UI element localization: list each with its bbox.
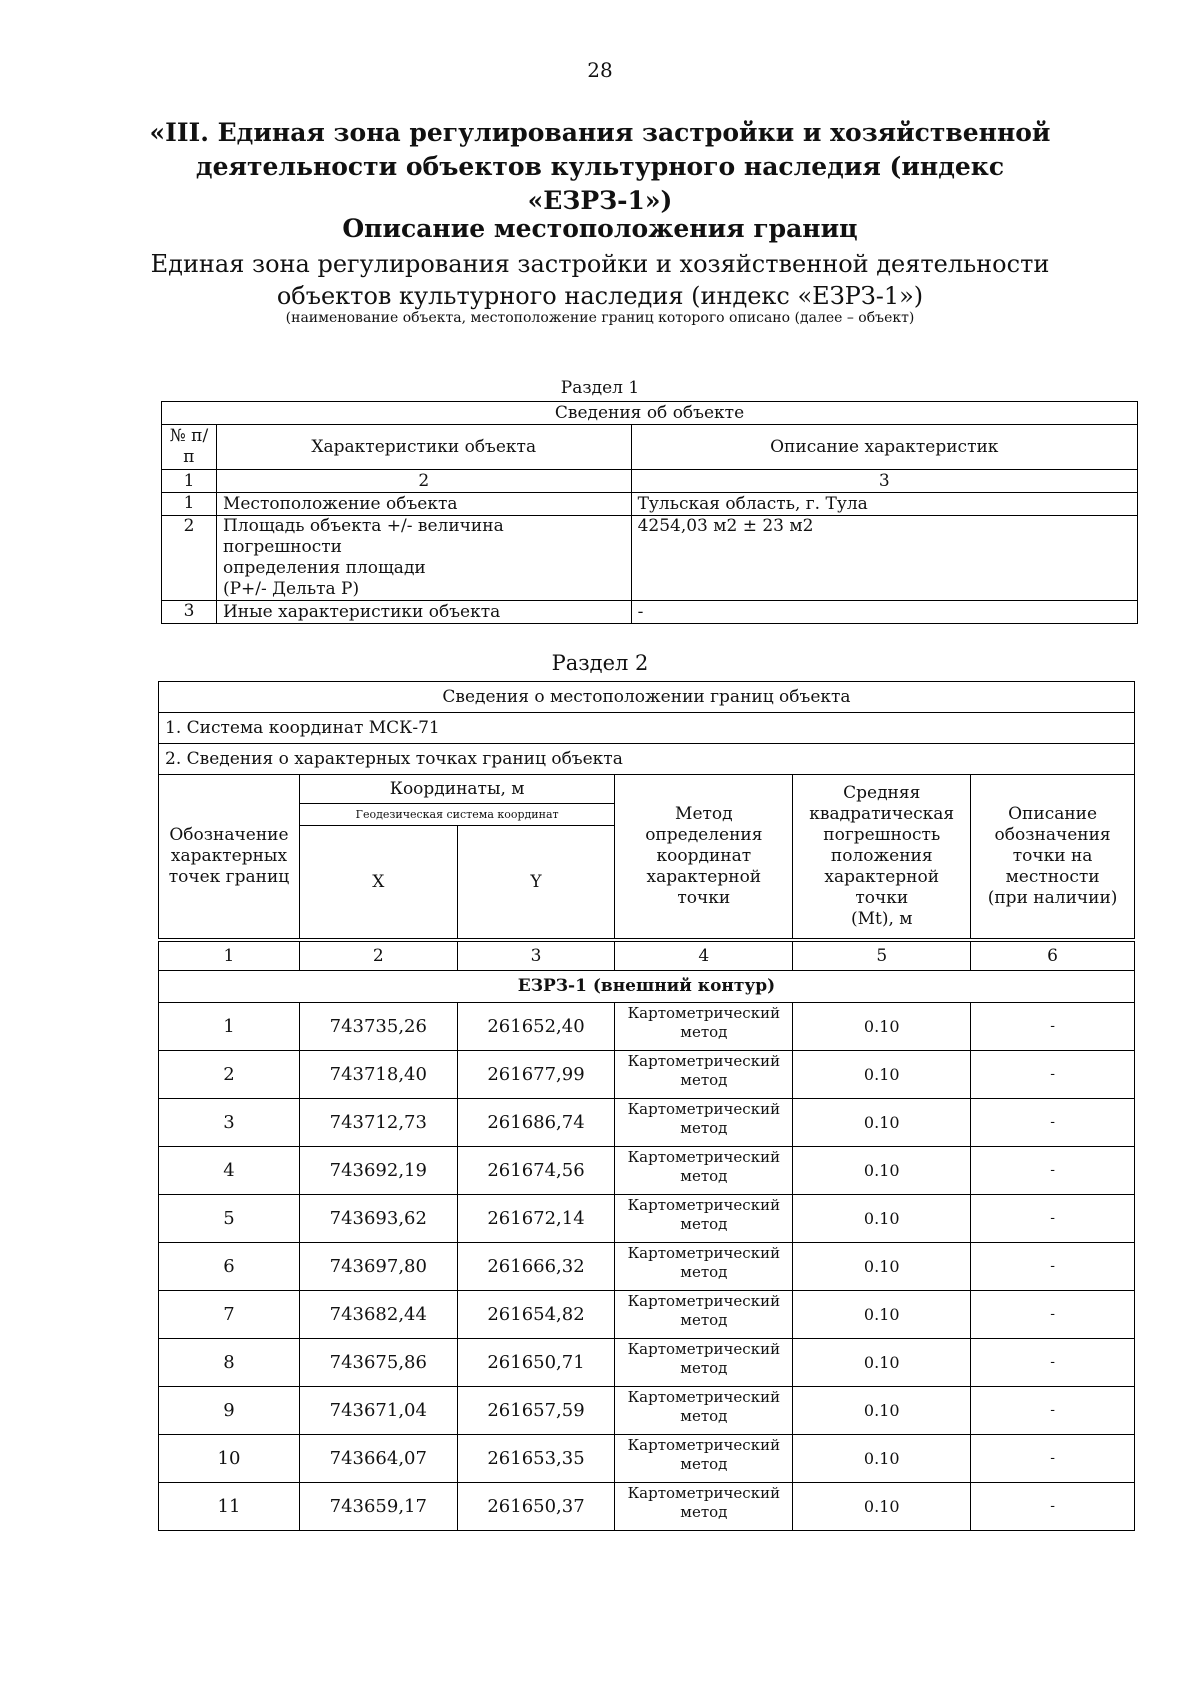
points-info-title: 2. Сведения о характерных точках границ объекта: [159, 744, 1135, 775]
index-cell: 2: [216, 470, 631, 493]
table-row: [159, 1003, 1135, 1051]
point-id: 6: [159, 1243, 300, 1291]
point-error: 0.10: [793, 1483, 971, 1531]
index-cell: 2: [299, 942, 457, 971]
header-error: [793, 775, 971, 939]
table-row: [162, 516, 1138, 601]
header-line: Описание: [1008, 804, 1098, 824]
row-value: -: [631, 601, 1137, 624]
point-y: 261686,74: [457, 1099, 615, 1147]
point-error: 0.10: [793, 1147, 971, 1195]
method-line: метод: [680, 1023, 728, 1041]
point-x: 743682,44: [299, 1291, 457, 1339]
header-x: X: [299, 826, 457, 939]
index-cell: 4: [615, 942, 793, 971]
table-row: [159, 1099, 1135, 1147]
point-x: 743697,80: [299, 1243, 457, 1291]
header-geodetic-system: Геодезическая система координат: [299, 804, 614, 826]
table-row: [162, 601, 1138, 624]
method-line: Картометрический: [627, 1388, 781, 1406]
table-row: [159, 1339, 1135, 1387]
header-description: Описание характеристик: [631, 425, 1137, 470]
point-error: 0.10: [793, 1243, 971, 1291]
point-description: -: [971, 1339, 1135, 1387]
header-coordinates: Координаты, м: [299, 775, 614, 804]
method-line: метод: [680, 1119, 728, 1137]
point-description: -: [971, 1435, 1135, 1483]
method-line: Картометрический: [627, 1100, 781, 1118]
method-line: Картометрический: [627, 1148, 781, 1166]
header-line: положения: [830, 846, 933, 866]
point-method: [615, 1339, 793, 1387]
point-description: -: [971, 1051, 1135, 1099]
description-subtitle: [150, 248, 1050, 312]
header-line: Средняя: [843, 783, 921, 803]
header-line: точки на: [1012, 846, 1093, 866]
point-y: 261672,14: [457, 1195, 615, 1243]
point-description: -: [971, 1003, 1135, 1051]
row-name: Иные характеристики объекта: [216, 601, 631, 624]
point-method: [615, 1051, 793, 1099]
header-characteristics: Характеристики объекта: [216, 425, 631, 470]
table-row: [159, 1387, 1135, 1435]
header-line: обозначения: [994, 825, 1111, 845]
method-line: Картометрический: [627, 1004, 781, 1022]
method-line: метод: [680, 1407, 728, 1425]
point-x: 743671,04: [299, 1387, 457, 1435]
point-method: [615, 1435, 793, 1483]
coordinate-system: 1. Система координат МСК-71: [159, 713, 1135, 744]
table-row: [159, 1291, 1135, 1339]
point-x: 743712,73: [299, 1099, 457, 1147]
header-point-description: [971, 775, 1135, 939]
header-line: точки: [677, 888, 731, 908]
header-line: погрешность: [823, 825, 941, 845]
method-line: Картометрический: [627, 1484, 781, 1502]
point-method: [615, 1147, 793, 1195]
method-line: метод: [680, 1263, 728, 1281]
header-line: (при наличии): [987, 888, 1118, 908]
method-line: метод: [680, 1167, 728, 1185]
point-y: 261650,37: [457, 1483, 615, 1531]
point-error: 0.10: [793, 1435, 971, 1483]
method-line: метод: [680, 1359, 728, 1377]
point-description: -: [971, 1243, 1135, 1291]
header-line: Метод: [675, 804, 733, 824]
point-id: 4: [159, 1147, 300, 1195]
row-number: 3: [162, 601, 217, 624]
header-number: № п/п: [162, 425, 217, 470]
point-y: 261653,35: [457, 1435, 615, 1483]
method-line: Картометрический: [627, 1292, 781, 1310]
point-id: 7: [159, 1291, 300, 1339]
point-method: [615, 1483, 793, 1531]
point-method: [615, 1195, 793, 1243]
header-line: (Mt), м: [850, 909, 913, 929]
description-subtitle-line-1: Единая зона регулирования застройки и хозяйственной деятельности: [150, 250, 1050, 278]
point-x: 743718,40: [299, 1051, 457, 1099]
row-value: 4254,03 м2 ± 23 м2: [631, 516, 1137, 601]
header-line: Обозначение: [169, 825, 289, 845]
point-id: 1: [159, 1003, 300, 1051]
object-info-table: [161, 401, 1138, 624]
point-method: [615, 1243, 793, 1291]
table-row: [159, 1435, 1135, 1483]
method-line: метод: [680, 1215, 728, 1233]
point-error: 0.10: [793, 1099, 971, 1147]
point-id: 8: [159, 1339, 300, 1387]
row-name-line: определения площади: [222, 558, 426, 578]
row-name: Местоположение объекта: [216, 493, 631, 516]
index-cell: 1: [162, 470, 217, 493]
point-error: 0.10: [793, 1339, 971, 1387]
table-row: [159, 1195, 1135, 1243]
table-row: [159, 1051, 1135, 1099]
boundary-points-table: [158, 681, 1135, 1531]
index-cell: 6: [971, 942, 1135, 971]
point-method: [615, 1387, 793, 1435]
point-x: 743659,17: [299, 1483, 457, 1531]
point-id: 5: [159, 1195, 300, 1243]
header-line: определения: [645, 825, 763, 845]
point-x: 743692,19: [299, 1147, 457, 1195]
point-y: 261650,71: [457, 1339, 615, 1387]
point-id: 11: [159, 1483, 300, 1531]
header-line: координат: [656, 846, 752, 866]
row-name: [216, 516, 631, 601]
point-y: 261654,82: [457, 1291, 615, 1339]
index-cell: 3: [631, 470, 1137, 493]
point-x: 743664,07: [299, 1435, 457, 1483]
main-title-line-1: «III. Единая зона регулирования застройки и хозяйственной: [149, 118, 1051, 147]
index-cell: 5: [793, 942, 971, 971]
point-method: [615, 1099, 793, 1147]
row-name-line: (P+/- Дельта P): [222, 579, 360, 599]
point-y: 261652,40: [457, 1003, 615, 1051]
method-line: Картометрический: [627, 1244, 781, 1262]
row-name-line: Площадь объекта +/- величина погрешности: [222, 516, 504, 557]
method-line: Картометрический: [627, 1196, 781, 1214]
method-line: метод: [680, 1503, 728, 1521]
page-number: 28: [587, 58, 613, 82]
method-line: метод: [680, 1311, 728, 1329]
header-y: Y: [457, 826, 615, 939]
boundary-table-title: Сведения о местоположении границ объекта: [159, 682, 1135, 713]
table-row: [159, 1147, 1135, 1195]
row-value: Тульская область, г. Тула: [631, 493, 1137, 516]
point-error: 0.10: [793, 1003, 971, 1051]
point-description: -: [971, 1291, 1135, 1339]
point-description: -: [971, 1147, 1135, 1195]
description-note: (наименование объекта, местоположение границ которого описано (далее – объект): [285, 310, 915, 326]
table-row: [159, 1243, 1135, 1291]
contour-title: ЕЗРЗ-1 (внешний контур): [159, 971, 1135, 1003]
header-line: квадратическая: [809, 804, 955, 824]
point-error: 0.10: [793, 1387, 971, 1435]
section1-label: Раздел 1: [560, 378, 640, 398]
header-line: местности: [1005, 867, 1100, 887]
point-id: 3: [159, 1099, 300, 1147]
description-subtitle-line-2: объектов культурного наследия (индекс «ЕЗРЗ-1»): [276, 282, 924, 310]
header-method: [615, 775, 793, 939]
points-body: [159, 1003, 1135, 1531]
method-line: Картометрический: [627, 1340, 781, 1358]
point-y: 261657,59: [457, 1387, 615, 1435]
point-id: 10: [159, 1435, 300, 1483]
point-id: 9: [159, 1387, 300, 1435]
point-x: 743735,26: [299, 1003, 457, 1051]
point-x: 743675,86: [299, 1339, 457, 1387]
object-info-title: Сведения об объекте: [162, 402, 1138, 425]
point-x: 743693,62: [299, 1195, 457, 1243]
header-designation: [159, 775, 300, 939]
header-line: характерной: [646, 867, 762, 887]
point-y: 261666,32: [457, 1243, 615, 1291]
point-error: 0.10: [793, 1051, 971, 1099]
main-title-line-2: деятельности объектов культурного наследия (индекс «ЕЗРЗ-1»): [195, 152, 1005, 215]
index-cell: 3: [457, 942, 615, 971]
main-title: [120, 116, 1080, 218]
table-row: [162, 493, 1138, 516]
point-y: 261677,99: [457, 1051, 615, 1099]
method-line: Картометрический: [627, 1436, 781, 1454]
point-method: [615, 1291, 793, 1339]
method-line: Картометрический: [627, 1052, 781, 1070]
point-y: 261674,56: [457, 1147, 615, 1195]
point-error: 0.10: [793, 1291, 971, 1339]
point-description: -: [971, 1195, 1135, 1243]
header-line: характерной точки: [824, 867, 940, 908]
header-line: точек границ: [168, 867, 290, 887]
point-method: [615, 1003, 793, 1051]
method-line: метод: [680, 1071, 728, 1089]
method-line: метод: [680, 1455, 728, 1473]
point-description: -: [971, 1387, 1135, 1435]
point-description: -: [971, 1483, 1135, 1531]
point-description: -: [971, 1099, 1135, 1147]
table-row: [159, 1483, 1135, 1531]
row-number: 1: [162, 493, 217, 516]
index-cell: 1: [159, 942, 300, 971]
description-title: Описание местоположения границ: [342, 214, 858, 243]
row-number: 2: [162, 516, 217, 601]
header-line: характерных: [170, 846, 288, 866]
point-id: 2: [159, 1051, 300, 1099]
point-error: 0.10: [793, 1195, 971, 1243]
section2-label: Раздел 2: [551, 651, 649, 675]
